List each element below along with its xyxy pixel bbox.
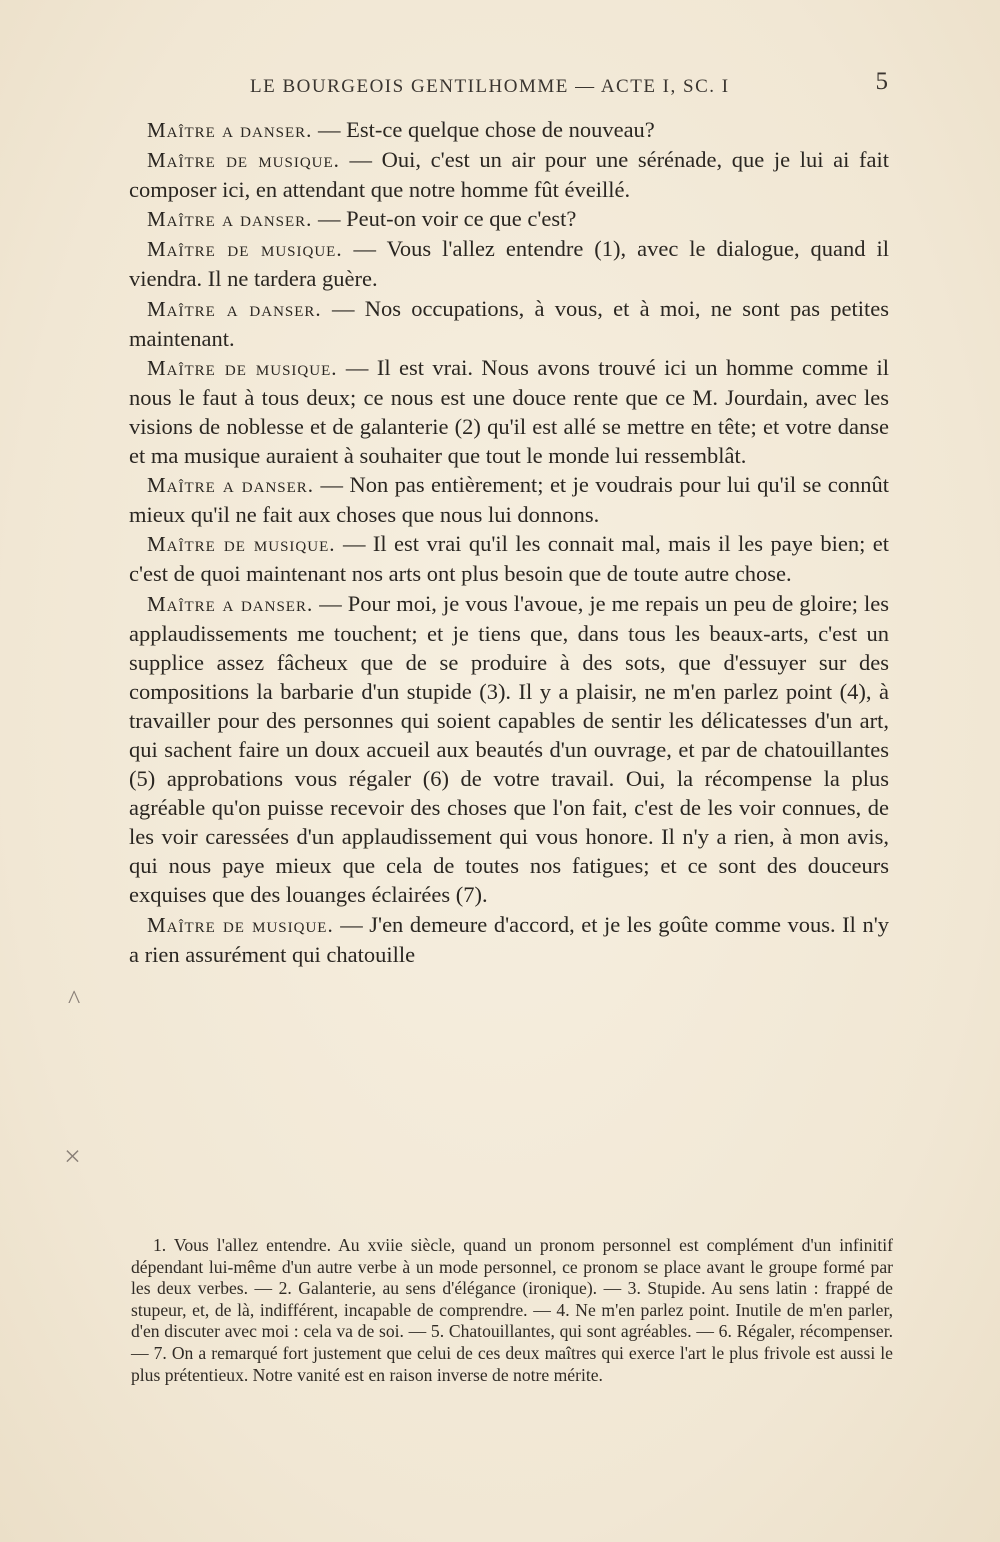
speech: — J'en demeure d'accord, et je les goûte comme vous. Il n'y a rien assurément qui chatouille	[129, 911, 889, 967]
speaker-name: Maître a danser.	[147, 296, 322, 321]
speaker-name: Maître de musique.	[147, 532, 336, 557]
dialogue-paragraph	[129, 204, 889, 234]
dialogue-paragraph	[129, 294, 889, 353]
dialogue-paragraph	[129, 529, 889, 588]
footnotes-text: 1. Vous l'allez entendre. Au xviie siècle, quand un pronom personnel est complément d'un infinitif dépendant lui-même d'un autre verbe à un mode personnel, ce pronom se place avant le groupe formé par les deux verbes. — 2. Galanterie, au sens d'élégance (ironique). — 3. Stupide. Au sens latin : frappé de stupeur, et, de là, indifférent, incapable de comprendre. — 4. Ne m'en parlez point. Inutile de m'en parler, d'en discuter avec moi : cela va de soi. — 5. Chatouillantes, qui sont agréables. — 6. Régaler, récompenser. — 7. On a remarqué fort justement que celui de ces deux maîtres qui exerce l'art le plus frivole est aussi le plus prétentieux. Notre vanité est en raison inverse de notre mérite.	[131, 1235, 893, 1385]
speech: — Non pas entièrement; et je voudrais pour lui qu'il se connût mieux qu'il ne fait aux choses que nous lui donnons.	[129, 472, 890, 528]
speaker-name: Maître de musique.	[147, 237, 343, 262]
speaker-name: Maître a danser.	[147, 207, 313, 232]
speaker-name: Maître de musique.	[147, 912, 334, 937]
speaker-name: Maître a danser.	[147, 118, 313, 142]
dialogue-paragraph	[129, 234, 889, 293]
page-header	[0, 68, 1000, 104]
pencil-cross-mark: ×	[64, 1140, 81, 1173]
speech: — Vous l'allez entendre (1), avec le dialogue, quand il viendra. Il ne tardera guère.	[129, 236, 889, 292]
dialogue-paragraph	[129, 589, 889, 910]
dialogue-paragraph	[129, 353, 889, 470]
page-number: 5	[875, 68, 888, 95]
speaker-name: Maître de musique.	[147, 355, 338, 380]
speaker-name: Maître a danser.	[147, 591, 314, 616]
dialogue-paragraph	[129, 470, 889, 529]
footnotes	[131, 1235, 893, 1386]
running-title: LE BOURGEOIS GENTILHOMME — ACTE I, SC. I	[250, 76, 730, 97]
speech: — Oui, c'est un air pour une sérénade, que je lui ai fait composer ici, en attendant que notre homme fût éveillé.	[129, 147, 889, 203]
dialogue-paragraph	[129, 115, 889, 145]
speech: — Il est vrai. Nous avons trouvé ici un homme comme il nous le faut à tous deux; ce nous est une douce rente que ce M. Jourdain, avec les visions de noblesse et de galanterie (2) qu'il est allé se mettre en tête; et votre danse et ma musique auraient à souhaiter que tout le monde lui ressemblât.	[129, 354, 889, 469]
dialogue-text	[129, 115, 889, 969]
speech: — Il est vrai qu'il les connait mal, mais il les paye bien; et c'est de quoi maintenant nos arts ont plus besoin que de toute autre chose.	[129, 531, 889, 587]
dialogue-paragraph	[129, 145, 889, 204]
pencil-caret-mark: ^	[68, 985, 81, 1014]
speaker-name: Maître a danser.	[147, 473, 315, 498]
speech: — Peut-on voir ce que c'est?	[312, 206, 577, 232]
dialogue-paragraph	[129, 910, 889, 969]
speaker-name: Maître de musique.	[147, 148, 340, 173]
speech: — Pour moi, je vous l'avoue, je me repais un peu de gloire; les applaudissements me touchent; et je tiens que, dans tous les beaux-arts, c'est un supplice assez fâcheux que de se produire à des sots, que d'essuyer sur des compositions la barbarie d'un stupide (3). Il y a plaisir, ne m'en parlez point (4), à travailler pour des personnes qui soient capables de sentir les délicatesses d'un art, qui sachent faire un doux accueil aux beautés d'un ouvrage, et par de chatouillantes (5) approbations vous régaler (6) de votre travail. Oui, la récompense la plus agréable qu'on puisse recevoir des choses que l'on fait, c'est de les voir connues, de les voir caressées d'un applaudissement qui vous honore. Il n'y a rien, à mon avis, qui nous paye mieux que cela de toutes nos fatigues; et ce sont des douceurs exquises que des louanges éclairées (7).	[129, 590, 889, 908]
speech: — Nos occupations, à vous, et à moi, ne sont pas petites maintenant.	[129, 295, 890, 351]
speech: — Est-ce quelque chose de nouveau?	[312, 117, 655, 142]
